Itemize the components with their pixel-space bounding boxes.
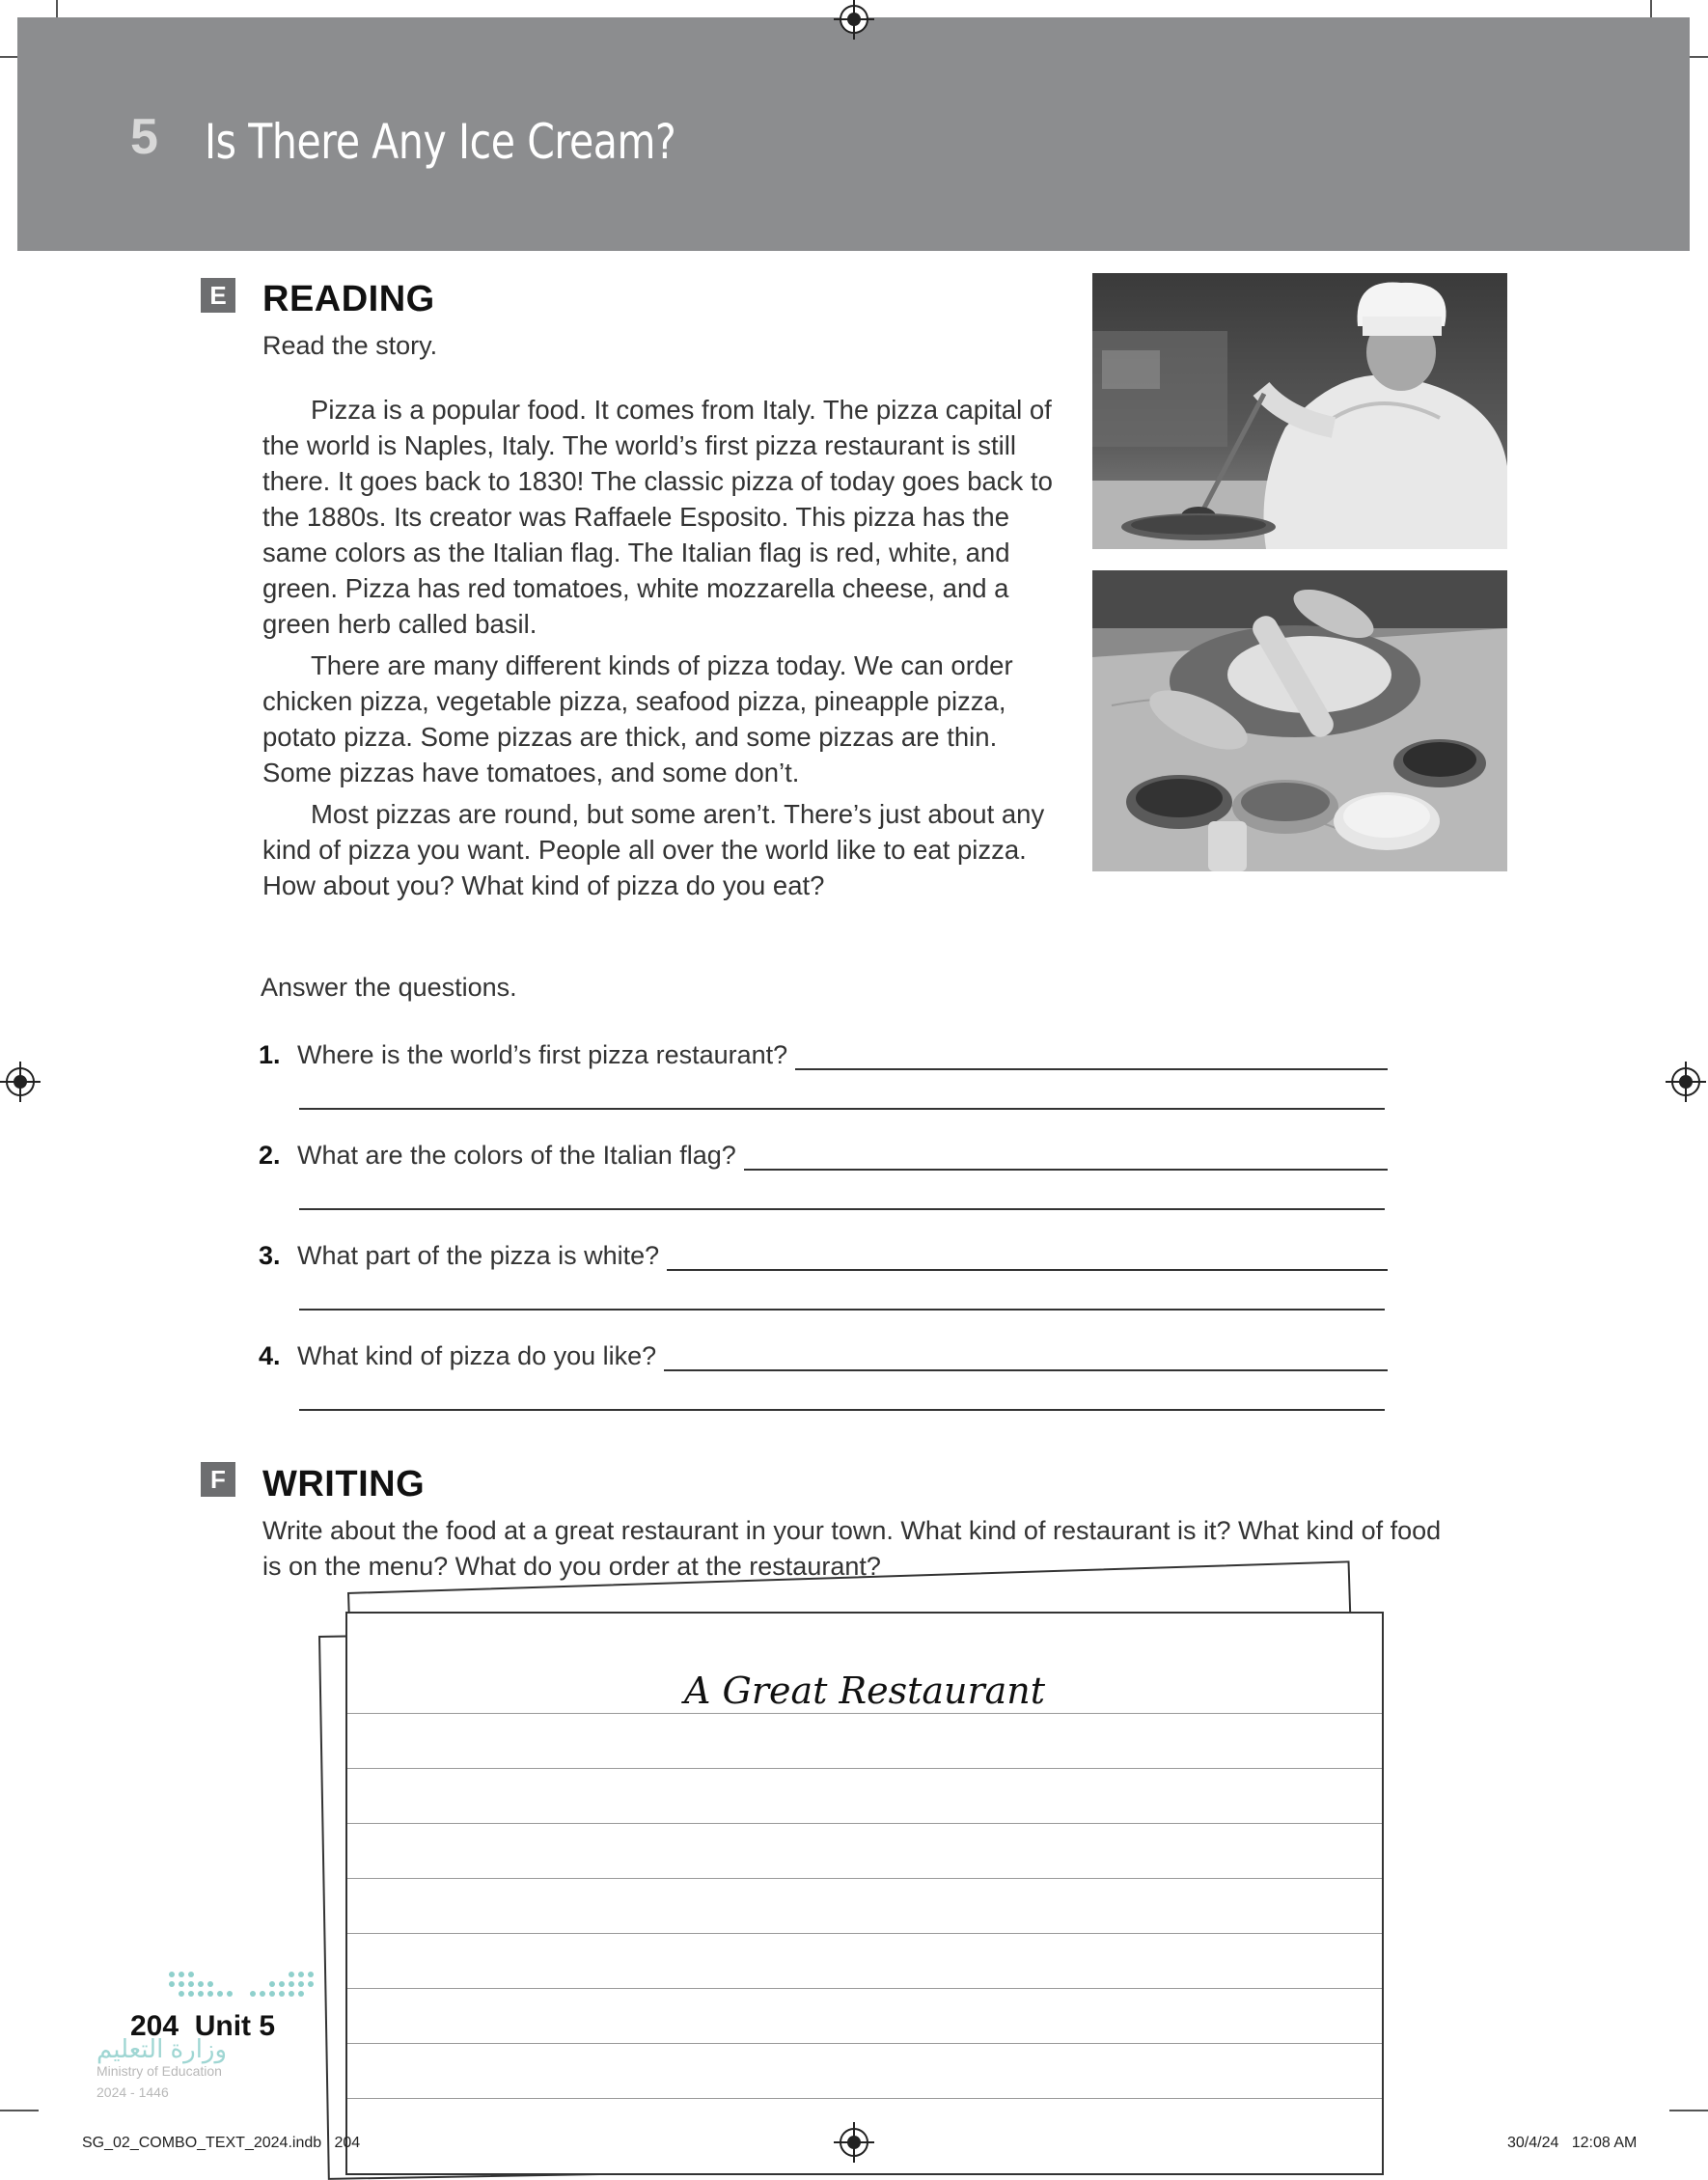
- question-text: What are the colors of the Italian flag?: [297, 1141, 736, 1170]
- question-4: [259, 1341, 1388, 1371]
- writing-rule: [347, 2043, 1382, 2044]
- writing-rule: [347, 1768, 1382, 1769]
- writing-rule: [347, 1933, 1382, 1934]
- question-number: 4.: [259, 1341, 281, 1370]
- chef-illustration: [1092, 273, 1507, 549]
- registration-mark-icon: [840, 2128, 868, 2157]
- crop-mark: [0, 2110, 39, 2111]
- writing-instruction: Write about the food at a great restaurant in your town. What kind of restaurant is it? What kind of food is on the menu? What do you order at the restaurant?: [262, 1516, 1442, 1581]
- answer-field[interactable]: [667, 1244, 1388, 1271]
- writing-rule: [347, 1823, 1382, 1824]
- answer-field[interactable]: [664, 1344, 1388, 1371]
- section-badge-f: F: [201, 1462, 235, 1497]
- writing-rule: [347, 2098, 1382, 2099]
- questions-instruction: Answer the questions.: [261, 973, 517, 1002]
- registration-mark-icon: [840, 5, 868, 34]
- section-badge-e: E: [201, 278, 235, 313]
- sheet-title: A Great Restaurant: [683, 1669, 1046, 1712]
- ministry-english-name: Ministry of Education: [96, 2063, 222, 2079]
- unit-number: 5: [130, 109, 158, 165]
- reading-heading: READING: [262, 279, 435, 319]
- answer-field[interactable]: [795, 1043, 1388, 1070]
- story-paragraph: There are many different kinds of pizza today. We can order chicken pizza, vegetable pizza, seafood pizza, pineapple pizza, potato pizza. Some pizzas are thick, and some pizzas are thin. Some pizzas have tomatoes, and some don’t.: [262, 650, 1013, 787]
- answer-line[interactable]: [299, 1309, 1385, 1311]
- dough-illustration: [1092, 570, 1507, 871]
- answer-line[interactable]: [299, 1108, 1385, 1110]
- story-paragraph: Most pizzas are round, but some aren’t. There’s just about any kind of pizza you want. People all over the world like to eat pizza. How about you? What kind of pizza do you eat?: [262, 799, 1045, 900]
- registration-mark-icon: [6, 1067, 35, 1096]
- answer-line[interactable]: [299, 1208, 1385, 1210]
- answer-field[interactable]: [744, 1144, 1388, 1171]
- writing-heading: WRITING: [262, 1464, 426, 1504]
- unit-title: Is There Any Ice Cream?: [205, 114, 676, 170]
- question-number: 1.: [259, 1040, 281, 1069]
- reading-instruction: Read the story.: [262, 331, 438, 360]
- story-text: [262, 392, 1063, 909]
- dough-photo: [1092, 570, 1507, 871]
- question-text: What part of the pizza is white?: [297, 1241, 660, 1270]
- story-paragraph: Pizza is a popular food. It comes from Italy. The pizza capital of the world is Naples, Italy. The world’s first pizza restaurant is still there. It goes back to 1830! The classic pizza of today goes back to the 1880s. Its creator was Raffaele Esposito. This pizza has the same colors as the Italian flag. The Italian flag is red, white, and green. Pizza has red tomatoes, white mozzarella cheese, and a green herb called basil.: [262, 395, 1053, 639]
- question-1: [259, 1040, 1388, 1070]
- question-text: Where is the world’s first pizza restaurant?: [297, 1040, 788, 1069]
- print-slug-date: 30/4/24 12:08 AM: [1507, 2135, 1638, 2151]
- chef-photo: [1092, 273, 1507, 549]
- writing-rule: [347, 1878, 1382, 1879]
- writing-sheet[interactable]: [345, 1612, 1384, 2175]
- question-text: What kind of pizza do you like?: [297, 1341, 657, 1370]
- question-3: [259, 1241, 1388, 1271]
- question-2: [259, 1141, 1388, 1171]
- registration-mark-icon: [1671, 1067, 1700, 1096]
- ministry-logo: [164, 1969, 318, 2003]
- ministry-logo-icon: [164, 1969, 318, 2003]
- ministry-arabic-name: وزارة التعليم: [96, 2034, 228, 2063]
- answer-line[interactable]: [299, 1409, 1385, 1411]
- print-slug-file: SG_02_COMBO_TEXT_2024.indb 204: [82, 2135, 361, 2151]
- question-number: 2.: [259, 1141, 281, 1170]
- writing-rule: [347, 1713, 1382, 1714]
- page-number-label: 204 Unit 5: [130, 2010, 276, 2042]
- crop-mark: [1669, 2110, 1708, 2111]
- question-number: 3.: [259, 1241, 281, 1270]
- writing-rule: [347, 1988, 1382, 1989]
- ministry-year: 2024 - 1446: [96, 2084, 169, 2100]
